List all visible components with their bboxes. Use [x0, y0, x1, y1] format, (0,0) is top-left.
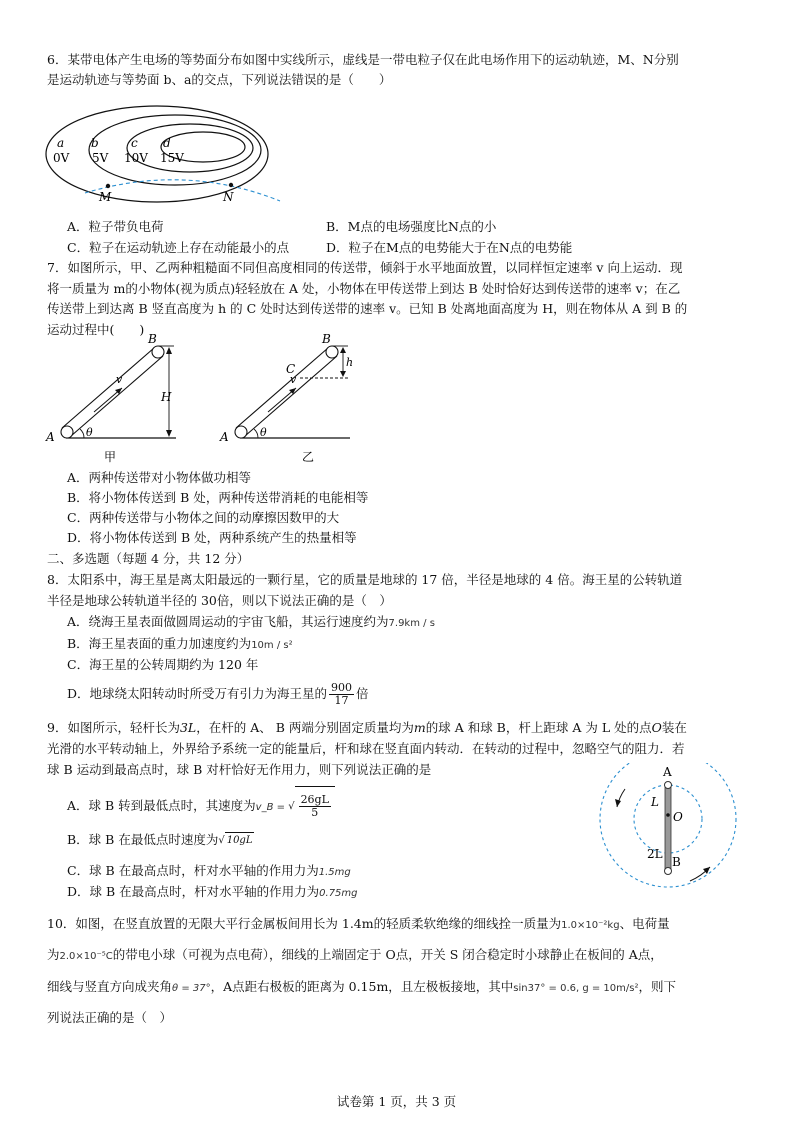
rod-label-a: A	[663, 765, 672, 779]
point-m: M	[99, 190, 112, 204]
q8-option-a	[67, 614, 435, 632]
q9-option-a-text: A．球 B 转到最低点时，其速度为	[67, 798, 256, 813]
q9-option-c-text: C．球 B 在最高点时，杆对水平轴的作用力为	[67, 863, 319, 878]
q9-option-d-value: 0.75mg	[319, 888, 358, 899]
q9-option-a-radicand: 26gL	[300, 793, 329, 806]
q10-stem-part6: ，A点距右极板的距离为 0.15m，且左极板接地，其中	[210, 979, 514, 994]
label-a: a	[57, 136, 65, 150]
q9-mass-m: m	[413, 720, 426, 735]
q9-option-b-sqrt: √ 10gL	[218, 832, 254, 849]
q10-constants: sin37° = 0.6, g = 10m/s²	[513, 983, 639, 994]
q7-option-a: A．两种传送带对小物体做功相等	[67, 470, 252, 485]
q7-conveyor-figure-jia	[44, 333, 194, 468]
q10-stem-part1: 10．如图，在竖直放置的无限大平行金属板间用长为 1.4m的轻质柔软绝缘的细线拴一质量为	[47, 916, 562, 931]
q10-stem-line2	[47, 947, 663, 965]
q10-stem-part7: ，则下	[638, 979, 676, 994]
q7-stem-line4: 运动过程中( )	[47, 322, 145, 337]
q9-option-b	[67, 832, 254, 849]
q10-stem-part3: 为	[47, 947, 60, 962]
yi-label-b: B	[322, 333, 331, 346]
q10-stem-line3	[47, 979, 676, 997]
potential-c: 10V	[124, 151, 148, 165]
q9-option-a-sqrt: √ $\frac{26gL}{5}$	[288, 786, 335, 827]
q10-stem-part4: 的带电小球（可视为点电荷），细线的上端固定于 O点，开关 S 闭合稳定时小球静止在板间的 A点，	[112, 947, 663, 962]
q8-stem-line2: 半径是地球公转轨道半径的 30倍，则以下说法正确的是（ ）	[47, 593, 392, 608]
yi-label-h: h	[346, 356, 354, 369]
q9-stem-line2: 光滑的水平转动轴上，外界给予系统一定的能量后，杆和球在竖直面内转动．在转动的过程中，忽略空气的阻力．若	[47, 741, 685, 756]
q8-option-a-value: 7.9km / s	[388, 618, 435, 629]
q7-option-c: C．两种传送带与小物体之间的动摩擦因数甲的大	[67, 510, 340, 525]
q8-option-d-numerator: 900	[331, 681, 353, 694]
label-d: d	[163, 136, 171, 150]
q8-option-d-fraction	[329, 682, 354, 707]
q10-mass: 1.0×10⁻²kg	[561, 920, 620, 931]
q8-option-c: C．海王星的公转周期约为 120 年	[67, 657, 259, 672]
jia-label-a: A	[46, 430, 55, 444]
q7-stem-line1: 7．如图所示，甲、乙两种粗糙面不同但高度相同的传送带，倾斜于水平地面放置，以同样恒定速率 v 向上运动．现	[47, 260, 683, 275]
point-n: N	[223, 190, 234, 204]
yi-caption: 乙	[302, 450, 315, 464]
q6-stem-line2: 是运动轨迹与等势面 b、a的交点，下列说法错误的是（ ）	[47, 72, 392, 87]
q9-option-b-text: B．球 B 在最低点时速度为	[67, 832, 219, 847]
q8-option-d-tail: 倍	[356, 686, 369, 701]
q9-option-a-expr: v_B =	[255, 802, 289, 813]
q8-option-a-text: A．绕海王星表面做圆周运动的宇宙飞船，其运行速度约为	[67, 614, 389, 629]
jia-label-theta: θ	[86, 426, 93, 439]
label-b: b	[91, 136, 99, 150]
yi-label-v: v	[290, 373, 297, 386]
q6-option-c: C．粒子在运动轨迹上存在动能最小的点	[67, 240, 290, 255]
q9-option-c	[67, 863, 351, 881]
q8-option-d-text: D．地球绕太阳转动时所受万有引力为海王星的	[67, 686, 328, 701]
q8-option-b-value: 10m / s²	[251, 640, 293, 651]
jia-label-h: H	[161, 390, 172, 404]
q10-stem-line1	[47, 916, 670, 934]
q9-point-o: O	[651, 720, 662, 735]
jia-caption: 甲	[104, 450, 117, 464]
rod-label-b: B	[672, 855, 681, 869]
q9-stem-line3: 球 B 运动到最高点时，球 B 对杆恰好无作用力，则下列说法正确的是	[47, 762, 432, 777]
q6-option-a: A．粒子带负电荷	[67, 219, 164, 234]
q10-charge: 2.0×10⁻⁵C	[59, 951, 113, 962]
q6-stem-line1: 6．某带电体产生电场的等势面分布如图中实线所示，虚线是一带电粒子仅在此电场作用下的运动轨迹，M、N分别	[47, 52, 679, 67]
yi-label-theta: θ	[260, 426, 267, 439]
yi-label-a: A	[220, 430, 229, 444]
q9-option-d-text: D．球 B 在最高点时，杆对水平轴的作用力为	[67, 884, 320, 899]
q6-option-b: B．M点的电场强度比N点的小	[326, 219, 497, 234]
q10-stem-part2: 、电荷量	[619, 916, 670, 931]
q9-option-c-value: 1.5mg	[318, 867, 351, 878]
q8-stem-line1: 8．太阳系中，海王星是离太阳最远的一颗行星，它的质量是地球的 17 倍，半径是地球的 4 倍。海王星的公转轨道	[47, 572, 683, 587]
page-footer: 试卷第 1 页，共 3 页	[336, 1094, 457, 1109]
q9-stem-part4: 装在	[661, 720, 687, 735]
q9-option-b-radicand: 10gL	[225, 832, 255, 849]
label-c: c	[131, 136, 138, 150]
q9-rotating-rod-figure	[595, 763, 745, 895]
section-multiple-choice: 二、多选题（每题 4 分，共 12 分）	[47, 551, 250, 566]
q7-stem-line3: 传送带上到达离 B 竖直高度为 h 的 C 处时达到传送带的速率 v。已知 B 处离地面高度为 H，则在物体从 A 到 B 的	[47, 301, 688, 316]
jia-label-b: B	[148, 333, 157, 346]
potential-a: 0V	[53, 151, 70, 165]
q9-option-d	[67, 884, 358, 902]
q8-option-d	[67, 679, 369, 709]
q7-option-d: D．将小物体传送到 B 处，两种系统产生的热量相等	[67, 530, 357, 545]
q8-option-b	[67, 636, 293, 654]
q8-option-d-denominator: 17	[334, 694, 349, 707]
jia-label-v: v	[116, 373, 123, 386]
rod-label-o: O	[673, 810, 683, 824]
q7-conveyor-figure-yi	[218, 333, 368, 468]
potential-b: 5V	[92, 151, 109, 165]
q9-option-a	[67, 786, 335, 828]
q9-stem-part2: ，在杆的 A、 B 两端分别固定质量均为	[196, 720, 414, 735]
q6-option-d: D．粒子在M点的电势能大于在N点的电势能	[326, 240, 573, 255]
q9-stem-line1	[47, 720, 687, 736]
yi-label-c: C	[286, 362, 296, 376]
q9-option-a-denominator: 5	[311, 806, 319, 819]
rod-label-l: L	[651, 795, 659, 809]
potential-d: 15V	[160, 151, 184, 165]
q9-length-3l: 3L	[179, 720, 197, 735]
q8-option-b-text: B．海王星表面的重力加速度约为	[67, 636, 252, 651]
q6-equipotential-figure	[45, 103, 285, 211]
q9-stem-part3: 的球 A 和球 B，杆上距球 A 为 L 处的点	[425, 720, 652, 735]
q7-stem-line2: 将一质量为 m的小物体(视为质点)轻轻放在 A 处，小物体在甲传送带上到达 B 处时恰好达到传送带的速率 v；在乙	[47, 281, 681, 296]
q10-stem-line4: 列说法正确的是（ ）	[47, 1010, 173, 1025]
q10-stem-part5: 细线与竖直方向成夹角	[47, 979, 173, 994]
q9-stem-part1: 9．如图所示，轻杆长为	[47, 720, 180, 735]
rod-label-2l: 2L	[647, 847, 663, 861]
q10-angle: θ = 37°	[172, 983, 211, 994]
q7-option-b: B．将小物体传送到 B 处，两种传送带消耗的电能相等	[67, 490, 369, 505]
